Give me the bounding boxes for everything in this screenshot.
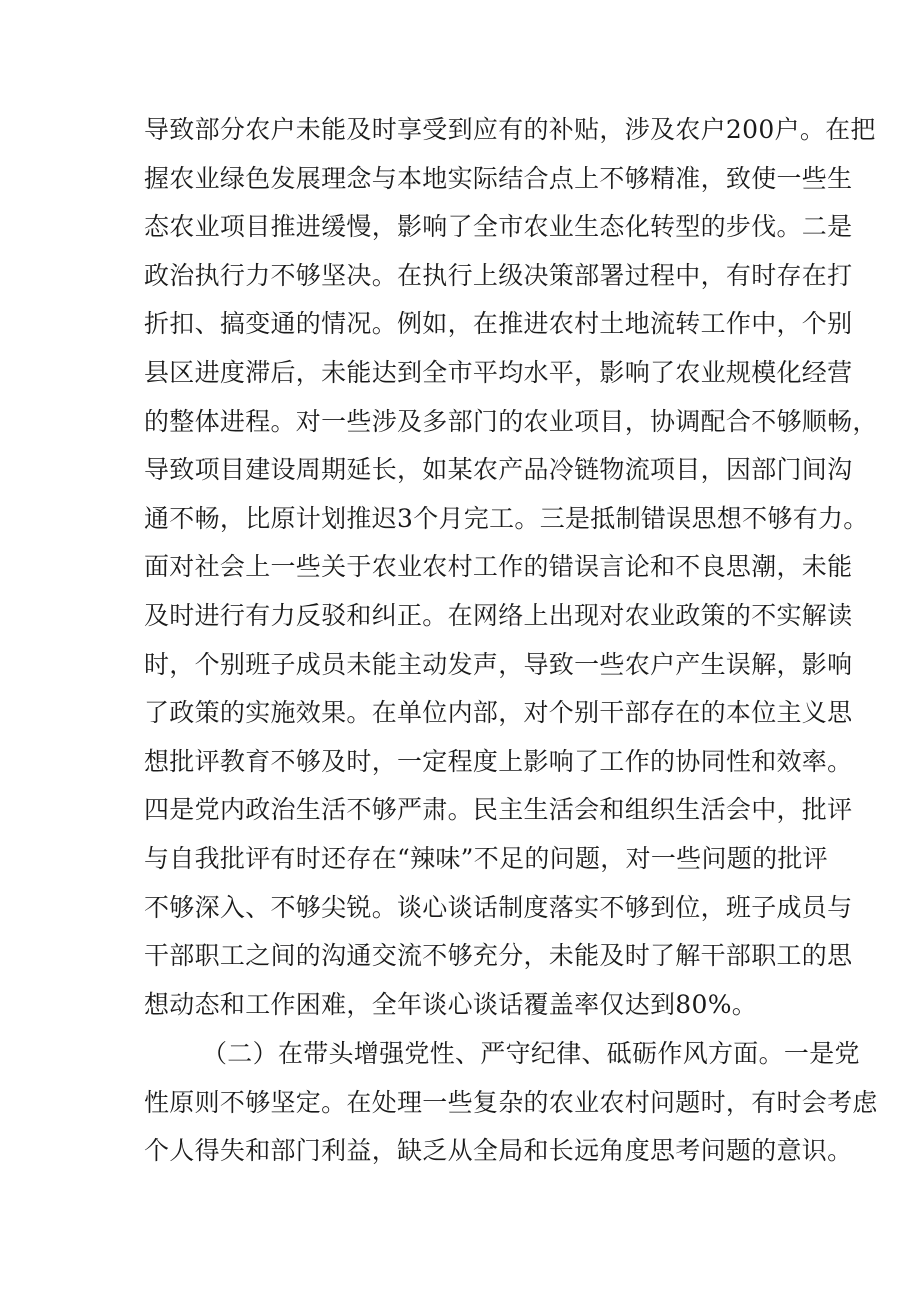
- text-line: 个人得失和部门利益，缺乏从全局和长远角度思考问题的意识。: [144, 1136, 853, 1166]
- text-line: 导致项目建设周期延长，如某农产品冷链物流项目，因部门间沟: [144, 455, 853, 485]
- text-line: 握农业绿色发展理念与本地实际结合点上不够精准，致使一些生: [144, 163, 853, 193]
- text-line: 与自我批评有时还存在“辣味”不足的问题，对一些问题的批评: [144, 843, 828, 873]
- text-line: 想动态和工作困难，全年谈心谈话覆盖率仅达到80%。: [144, 989, 758, 1019]
- section-heading-line: （二）在带头增强党性、严守纪律、砥砺作风方面。一是党: [202, 1039, 860, 1068]
- text-line: 县区进度滞后，未能达到全市平均水平，影响了农业规模化经营: [144, 357, 853, 387]
- text-line: 折扣、搞变通的情况。例如，在推进农村土地流转工作中，个别: [144, 309, 853, 339]
- text-line: 及时进行有力反驳和纠正。在网络上出现对农业政策的不实解读: [144, 600, 853, 630]
- text-line: 的整体进程。对一些涉及多部门的农业项目，协调配合不够顺畅，: [144, 406, 878, 436]
- paragraph-2: [144, 1030, 878, 1176]
- text-line: 想批评教育不够及时，一定程度上影响了工作的协同性和效率。: [144, 746, 853, 776]
- text-line: 政治执行力不够坚决。在执行上级决策部署过程中，有时存在打: [144, 260, 853, 290]
- paragraph-1: [144, 106, 878, 1029]
- text-line: 态农业项目推进缓慢，影响了全市农业生态化转型的步伐。二是: [144, 212, 853, 242]
- text-line: 了政策的实施效果。在单位内部，对个别干部存在的本位主义思: [144, 698, 853, 728]
- text-line: 时，个别班子成员未能主动发声，导致一些农户产生误解，影响: [144, 649, 853, 679]
- text-line: 干部职工之间的沟通交流不够充分，未能及时了解干部职工的思: [144, 941, 853, 971]
- text-line: 通不畅，比原计划推迟3个月完工。三是抵制错误思想不够有力。: [144, 503, 869, 533]
- text-line: 四是党内政治生活不够严肃。民主生活会和组织生活会中，批评: [144, 795, 853, 825]
- text-line: 不够深入、不够尖锐。谈心谈话制度落实不够到位，班子成员与: [144, 892, 853, 922]
- text-line: 性原则不够坚定。在处理一些复杂的农业农村问题时，有时会考虑: [144, 1087, 878, 1117]
- text-line: 面对社会上一些关于农业农村工作的错误言论和不良思潮，未能: [144, 552, 853, 582]
- text-line: 导致部分农户未能及时享受到应有的补贴，涉及农户200户。在把: [144, 115, 876, 144]
